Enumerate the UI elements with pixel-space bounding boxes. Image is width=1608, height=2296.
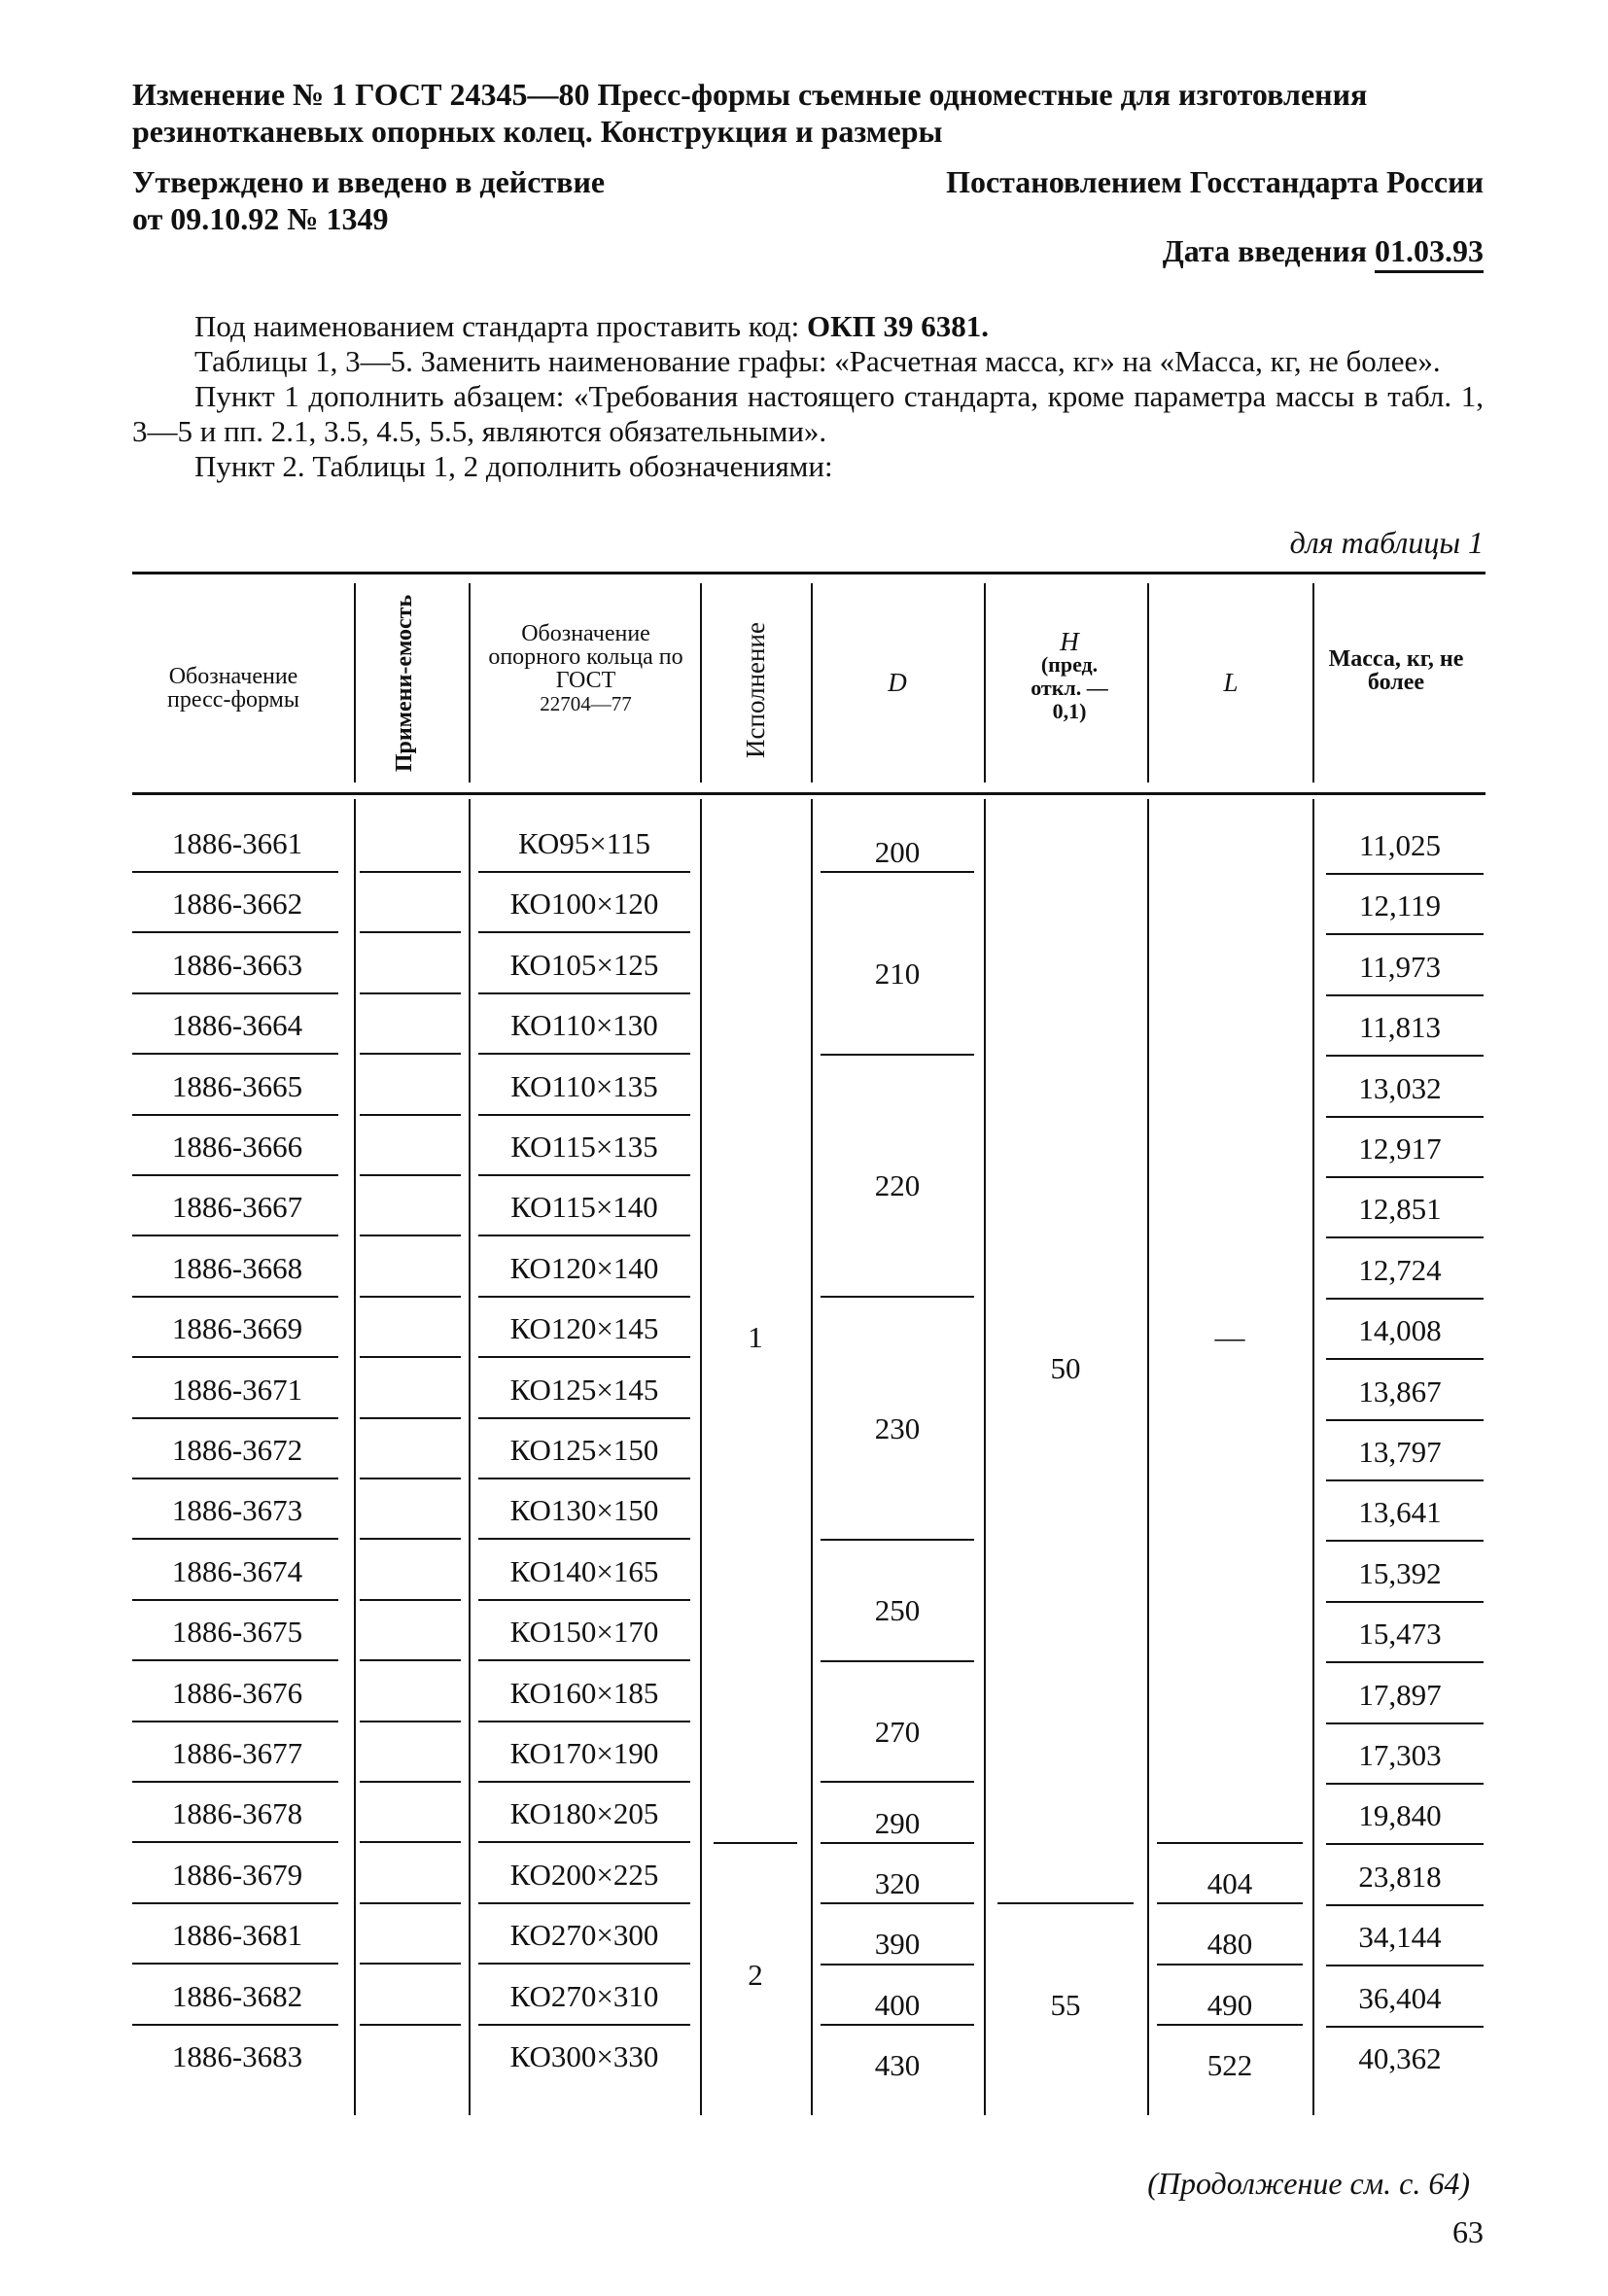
designation-cell: 1886-3675 [171,1615,303,1650]
row-rule [1326,1965,1484,1966]
column-divider [700,583,702,783]
row-rule [1326,1601,1484,1603]
row-rule [360,1963,461,1965]
row-rule [360,1841,461,1843]
designation-cell: 1886-3683 [171,2039,303,2073]
row-rule [478,1114,690,1116]
effective-date-value: 01.03.93 [1375,233,1484,273]
row-rule [821,1296,974,1298]
row-rule [1326,873,1484,875]
d-cell: 400 [874,1987,921,2022]
header-h-note: (пред. откл. —0,1) [1031,652,1108,723]
ring-cell: КО160×185 [509,1675,659,1710]
row-rule [821,1842,974,1844]
row-rule [1326,1783,1484,1785]
designation-cell: 1886-3681 [171,1918,303,1953]
row-rule [132,2024,338,2026]
column-divider [1312,583,1314,783]
row-rule [478,1356,690,1358]
row-rule [360,1235,461,1236]
row-rule [478,1902,690,1904]
row-rule [132,931,338,933]
header-ring-standard: 22704—77 [540,692,632,715]
row-rule [478,1053,690,1055]
version-cell: 1 [748,1320,763,1355]
ring-cell: КО95×115 [517,826,651,860]
row-rule [478,871,690,873]
mass-cell: 12,851 [1358,1192,1442,1227]
ring-cell: КО200×225 [509,1857,659,1892]
header-l: L [1223,668,1239,697]
row-rule [1157,2024,1303,2026]
row-rule [1326,1843,1484,1845]
row-rule [132,1538,338,1540]
okp-code: ОКП 39 6381. [807,309,989,343]
row-rule [478,1781,690,1783]
column-divider [1147,799,1149,2115]
designation-cell: 1886-3666 [171,1130,303,1164]
row-rule [1157,1842,1303,1844]
table-caption: для таблицы 1 [1289,525,1484,560]
row-rule [360,992,461,994]
paragraph-tables: Таблицы 1, 3—5. Заменить наименование графы: «Расчетная масса, кг» на «Масса, кг, не более». [194,344,1441,378]
designation-cell: 1886-3664 [171,1008,303,1043]
row-rule [1326,2026,1484,2028]
row-rule [360,1174,461,1176]
designation-cell: 1886-3661 [171,826,303,860]
row-rule [1326,1479,1484,1481]
row-rule [821,1902,974,1904]
designation-cell: 1886-3669 [171,1311,303,1346]
ring-cell: КО115×135 [510,1130,658,1164]
ring-cell: КО125×150 [509,1433,659,1467]
column-divider [811,583,813,783]
l-cell: — [1214,1320,1245,1355]
row-rule [821,871,974,873]
row-rule [821,1964,974,1966]
row-rule [1326,1722,1484,1724]
designation-cell: 1886-3682 [171,1978,303,2013]
row-rule [360,2024,461,2026]
row-rule [360,931,461,933]
row-rule [1157,1964,1303,1966]
header-d: D [888,668,907,697]
header-ring-title: Обозначение опорного кольца по ГОСТ [488,621,683,693]
header-designation: Обозначение пресс-формы [167,664,299,713]
ring-cell: КО100×120 [509,887,659,922]
row-rule [132,1296,338,1298]
row-rule [360,1114,461,1116]
paragraph-code-text: Под наименованием стандарта проставить код: [194,309,808,343]
row-rule [132,1114,338,1116]
ring-cell: КО125×145 [509,1372,659,1407]
header-application: Примени-емость [392,594,417,773]
ring-cell: КО140×165 [509,1553,659,1588]
row-rule [1326,1358,1484,1360]
mass-cell: 13,032 [1358,1070,1442,1105]
column-divider [984,583,986,783]
row-rule [132,871,338,873]
designation-cell: 1886-3679 [171,1857,303,1892]
row-rule [1326,994,1484,996]
mass-cell: 15,473 [1358,1617,1442,1652]
row-rule [821,2024,974,2026]
mass-cell: 11,813 [1358,1010,1442,1045]
row-rule [132,1902,338,1904]
designation-cell: 1886-3676 [171,1675,303,1710]
approval-left: Утверждено и введено в действие [132,164,606,199]
ring-cell: КО110×135 [510,1068,658,1103]
designation-cell: 1886-3678 [171,1796,303,1831]
row-rule [478,931,690,933]
row-rule [1157,1902,1303,1904]
row-rule [360,1659,461,1661]
ring-cell: КО105×125 [509,947,659,982]
continuation-note: (Продолжение см. с. 64) [1147,2166,1470,2201]
row-rule [132,1053,338,1055]
row-rule [1326,1236,1484,1238]
row-rule [478,1659,690,1661]
row-rule [132,1659,338,1661]
column-divider [811,799,813,2115]
l-cell: 480 [1206,1927,1253,1962]
row-rule [360,1599,461,1601]
header-h [1001,627,1137,723]
mass-cell: 12,917 [1358,1131,1442,1165]
row-rule [821,1539,974,1541]
d-cell: 320 [874,1866,921,1900]
row-rule [132,1841,338,1843]
mass-cell: 13,867 [1358,1374,1442,1409]
column-divider [700,799,702,2115]
mass-cell: 23,818 [1358,1859,1442,1894]
row-rule [132,1417,338,1419]
mass-cell: 17,897 [1358,1677,1442,1712]
row-rule [478,1174,690,1176]
row-rule [360,1781,461,1783]
ring-cell: КО110×130 [510,1008,658,1043]
mass-cell: 11,973 [1358,949,1442,984]
effective-date-label: Дата введения [1162,233,1367,268]
row-rule [132,1478,338,1479]
row-rule [478,1235,690,1236]
row-rule [1326,1661,1484,1663]
mass-cell: 13,797 [1358,1435,1442,1469]
column-divider [354,583,356,783]
mass-cell: 11,025 [1358,828,1442,862]
row-rule [360,1296,461,1298]
ring-cell: КО270×300 [509,1918,659,1953]
column-divider [1147,583,1149,783]
designation-cell: 1886-3668 [171,1250,303,1285]
mass-cell: 34,144 [1358,1920,1442,1955]
group-rule [714,1842,797,1844]
designation-cell: 1886-3673 [171,1493,303,1528]
mass-cell: 14,008 [1358,1313,1442,1348]
row-rule [132,1781,338,1783]
approval-right: Постановлением Госстандарта России [946,164,1484,199]
l-cell: 522 [1206,2048,1253,2083]
header-mass: Масса, кг, не более [1328,646,1464,695]
row-rule [478,1963,690,1965]
paragraph-clause-1: Пункт 1 дополнить абзацем: «Требования настоящего стандарта, кроме параметра массы в табл. 1, 3—5 и пп. 2.1, 3.5, 4.5, 5.5, являются обязательными». [132,379,1484,448]
designation-cell: 1886-3667 [171,1190,303,1225]
d-cell: 230 [874,1411,921,1445]
mass-cell: 40,362 [1358,2041,1442,2075]
row-rule [132,1356,338,1358]
row-rule [478,2024,690,2026]
row-rule [1326,1540,1484,1542]
row-rule [132,1599,338,1601]
mass-cell: 12,119 [1358,888,1442,923]
approval-decree: от 09.10.92 № 1349 [132,201,389,236]
row-rule [478,1296,690,1298]
ring-cell: КО150×170 [509,1615,659,1650]
row-rule [1326,933,1484,935]
d-cell: 200 [874,835,921,870]
change-title: Изменение № 1 ГОСТ 24345—80 Пресс-формы съемные одноместные для изготовления резинотканевых опорных колец. Конструкция и размеры [132,77,1368,149]
designation-cell: 1886-3674 [171,1553,303,1588]
row-rule [360,1721,461,1722]
row-rule [360,1417,461,1419]
mass-cell: 36,404 [1358,1980,1442,2015]
row-rule [821,1781,974,1783]
mass-cell: 15,392 [1358,1555,1442,1590]
d-cell: 220 [874,1168,921,1203]
row-rule [360,1538,461,1540]
d-cell: 210 [874,957,921,991]
row-rule [478,992,690,994]
ring-cell: КО300×330 [509,2039,659,2073]
ring-cell: КО115×140 [510,1190,658,1225]
row-rule [1326,1419,1484,1421]
row-rule [360,1053,461,1055]
designation-cell: 1886-3662 [171,887,303,922]
d-cell: 430 [874,2048,921,2083]
row-rule [478,1599,690,1601]
column-divider [469,583,471,783]
ring-cell: КО120×140 [509,1250,659,1285]
table-top-rule [132,572,1486,574]
row-rule [360,1356,461,1358]
designation-cell: 1886-3665 [171,1068,303,1103]
column-divider [354,799,356,2115]
page-number: 63 [1452,2214,1484,2249]
designation-cell: 1886-3672 [171,1433,303,1467]
row-rule [132,992,338,994]
row-rule [132,1721,338,1722]
l-cell: 490 [1206,1987,1253,2022]
row-rule [478,1538,690,1540]
version-cell: 2 [748,1957,763,1992]
paragraph-clause-2: Пункт 2. Таблицы 1, 2 дополнить обозначениями: [194,449,833,483]
row-rule [1326,1176,1484,1178]
mass-cell: 13,641 [1358,1495,1442,1530]
group-rule [997,1902,1134,1904]
row-rule [478,1417,690,1419]
d-cell: 390 [874,1927,921,1962]
d-cell: 250 [874,1593,921,1628]
row-rule [132,1174,338,1176]
ring-cell: КО180×205 [509,1796,659,1831]
table-header-rule [132,792,1486,795]
row-rule [1326,1298,1484,1300]
header-h-title: H [1060,627,1079,656]
row-rule [478,1721,690,1722]
ring-cell: КО270×310 [509,1978,659,2013]
mass-cell: 17,303 [1358,1738,1442,1772]
ring-cell: КО130×150 [509,1493,659,1528]
row-rule [478,1478,690,1479]
column-divider [984,799,986,2115]
designation-cell: 1886-3677 [171,1736,303,1770]
designation-cell: 1886-3663 [171,947,303,982]
row-rule [132,1963,338,1965]
row-rule [360,1902,461,1904]
row-rule [132,1235,338,1236]
l-cell: 404 [1206,1866,1253,1900]
mass-cell: 12,724 [1358,1252,1442,1287]
mass-cell: 19,840 [1358,1798,1442,1833]
header-version: Исполнение [741,622,770,758]
row-rule [1326,1055,1484,1057]
h-cell: 55 [1050,1987,1081,2022]
h-cell: 50 [1050,1350,1081,1385]
row-rule [1326,1116,1484,1118]
row-rule [360,1478,461,1479]
designation-cell: 1886-3671 [171,1372,303,1407]
row-rule [478,1841,690,1843]
header-ring [481,622,690,715]
row-rule [821,1054,974,1056]
row-rule [821,1660,974,1662]
ring-cell: КО120×145 [509,1311,659,1346]
row-rule [1326,1904,1484,1906]
d-cell: 270 [874,1715,921,1749]
row-rule [360,871,461,873]
d-cell: 290 [874,1805,921,1840]
ring-cell: КО170×190 [509,1736,659,1770]
